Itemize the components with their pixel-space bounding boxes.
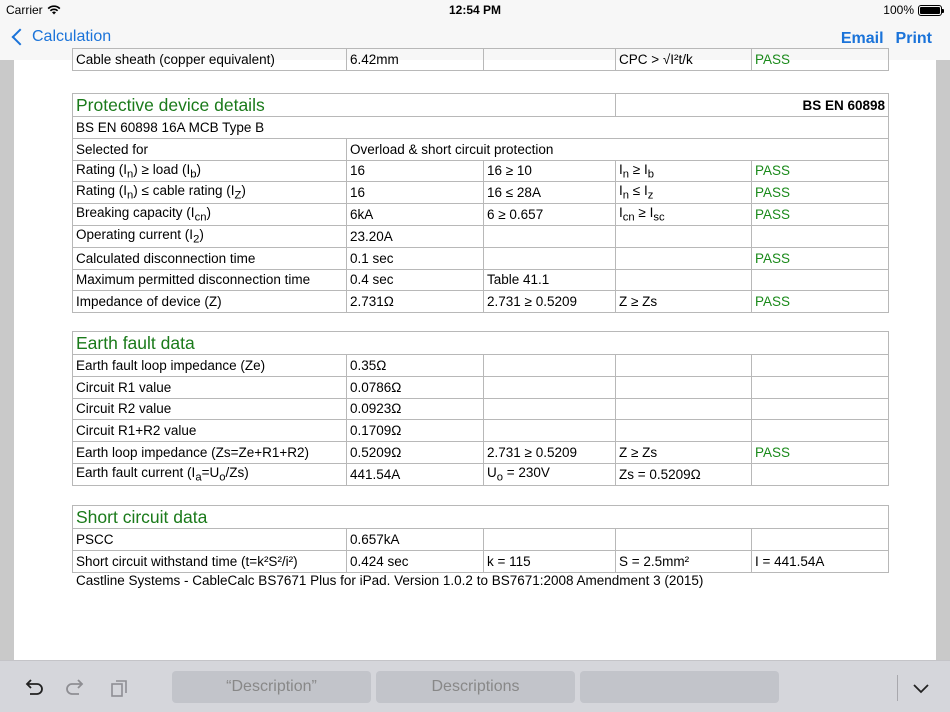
- footer-note: Castline Systems - CableCalc BS7671 Plus for iPad. Version 1.0.2 to BS7671:2008 Amendment 3 (2015): [76, 573, 704, 588]
- row-label: Selected for: [73, 138, 347, 160]
- row-result: PASS: [752, 160, 889, 182]
- row-result: PASS: [752, 442, 889, 464]
- section-title: Protective device details: [73, 94, 616, 117]
- paste-icon[interactable]: [108, 677, 130, 699]
- table-row: [73, 442, 889, 464]
- row-rule: $I_n \le I_z$: [616, 182, 752, 204]
- row-check: 16 ≤ 28A: [484, 182, 616, 204]
- row-value: 0.5209Ω: [347, 442, 484, 464]
- redo-icon[interactable]: [64, 677, 86, 699]
- row-value: 441.54A: [347, 463, 484, 485]
- row-rule: CPC > √I²t/k: [616, 49, 752, 71]
- row-value: 0.4 sec: [347, 269, 484, 291]
- row-label: Circuit R2 value: [73, 398, 347, 420]
- standard-label: BS EN 60898: [616, 94, 889, 117]
- row-label: Circuit R1+R2 value: [73, 420, 347, 442]
- back-label: Calculation: [32, 28, 112, 45]
- section-header: [73, 332, 889, 355]
- table-row: [73, 49, 889, 71]
- row-value: 16: [347, 182, 484, 204]
- row-label: Earth fault loop impedance (Ze): [73, 355, 347, 377]
- row-check: $U_o = 230V$: [484, 463, 616, 485]
- table-row: [73, 117, 889, 139]
- row-check: 6 ≥ 0.657: [484, 204, 616, 226]
- table-row: [73, 225, 889, 247]
- section-header: [73, 506, 889, 529]
- row-label: Cable sheath (copper equivalent): [73, 49, 347, 71]
- table-row: [73, 138, 889, 160]
- print-button[interactable]: Print: [895, 30, 932, 47]
- battery-icon: [918, 5, 942, 16]
- device-name: BS EN 60898 16A MCB Type B: [73, 117, 889, 139]
- row-i: I = 441.54A: [752, 550, 889, 572]
- row-check: 16 ≥ 10: [484, 160, 616, 182]
- row-label: Maximum permitted disconnection time: [73, 269, 347, 291]
- row-value: 6kA: [347, 204, 484, 226]
- suggestion-3[interactable]: [580, 671, 779, 703]
- document-viewer[interactable]: [0, 51, 950, 660]
- row-value: 0.0923Ω: [347, 398, 484, 420]
- back-button[interactable]: [10, 28, 111, 46]
- row-check: Table 41.1: [484, 269, 616, 291]
- section-title: Short circuit data: [73, 506, 889, 529]
- row-result: PASS: [752, 204, 889, 226]
- table-row: [73, 160, 889, 182]
- earth-fault-table: [72, 331, 889, 486]
- table-row: [73, 420, 889, 442]
- row-rule: Zs = 0.5209Ω: [616, 463, 752, 485]
- row-result: PASS: [752, 49, 889, 71]
- table-row: [73, 291, 889, 313]
- row-label: Operating current $(I_2)$: [73, 225, 347, 247]
- row-label: Short circuit withstand time (t=k²S²/i²): [73, 550, 347, 572]
- protective-device-table: [72, 93, 889, 313]
- table-row: [73, 398, 889, 420]
- carrier-label: Carrier: [6, 3, 43, 17]
- table-row: [73, 204, 889, 226]
- row-rule: $I_{cn} \ge I_{sc}$: [616, 204, 752, 226]
- row-value: Overload & short circuit protection: [347, 138, 889, 160]
- toolbar-divider: [897, 675, 898, 701]
- row-label: Circuit R1 value: [73, 376, 347, 398]
- undo-icon[interactable]: [23, 677, 45, 699]
- row-rule: $I_n \ge I_b$: [616, 160, 752, 182]
- table-row: [73, 182, 889, 204]
- short-circuit-table: [72, 505, 889, 573]
- row-value: 2.731Ω: [347, 291, 484, 313]
- table-row: [73, 376, 889, 398]
- row-value: 0.1 sec: [347, 247, 484, 269]
- suggestion-2[interactable]: Descriptions: [376, 671, 575, 703]
- row-value: 23.20A: [347, 225, 484, 247]
- email-button[interactable]: Email: [840, 30, 884, 47]
- document-page: [14, 51, 936, 660]
- row-value: 16: [347, 160, 484, 182]
- cable-table-tail: [72, 48, 889, 71]
- row-label: Breaking capacity $(I_{cn})$: [73, 204, 347, 226]
- nav-actions: [841, 30, 932, 48]
- battery: [883, 3, 942, 17]
- table-row: [73, 529, 889, 551]
- row-value: 0.424 sec: [347, 550, 484, 572]
- row-value: 0.1709Ω: [347, 420, 484, 442]
- status-time: 12:54 PM: [448, 3, 502, 17]
- row-label: Rating $(I_n)$ ≥ load $(I_b)$: [73, 160, 347, 182]
- chevron-down-icon[interactable]: [910, 677, 932, 699]
- chevron-left-icon: [12, 29, 29, 46]
- row-result: PASS: [752, 247, 889, 269]
- row-label: Impedance of device (Z): [73, 291, 347, 313]
- row-label: Calculated disconnection time: [73, 247, 347, 269]
- row-result: PASS: [752, 291, 889, 313]
- table-row: [73, 463, 889, 485]
- row-label: Earth loop impedance (Zs=Ze+R1+R2): [73, 442, 347, 464]
- row-rule: Z ≥ Zs: [616, 291, 752, 313]
- row-check: 2.731 ≥ 0.5209: [484, 291, 616, 313]
- row-k: k = 115: [484, 550, 616, 572]
- section-header: [73, 94, 889, 117]
- row-value: 0.657kA: [347, 529, 484, 551]
- row-rule: Z ≥ Zs: [616, 442, 752, 464]
- section-title: Earth fault data: [73, 332, 889, 355]
- row-value: 0.0786Ω: [347, 376, 484, 398]
- row-s: S = 2.5mm²: [616, 550, 752, 572]
- table-row: [73, 247, 889, 269]
- row-label: Earth fault current $(I_a=U_o/Zs)$: [73, 463, 347, 485]
- row-result: PASS: [752, 182, 889, 204]
- row-value: 6.42mm: [347, 49, 484, 71]
- shortcut-toolbar: [0, 660, 950, 712]
- battery-percent: 100%: [883, 3, 914, 17]
- row-value: 0.35Ω: [347, 355, 484, 377]
- status-bar: [0, 0, 950, 20]
- table-row: [73, 355, 889, 377]
- row-check: 2.731 ≥ 0.5209: [484, 442, 616, 464]
- table-row: [73, 550, 889, 572]
- table-row: [73, 269, 889, 291]
- row-label: PSCC: [73, 529, 347, 551]
- suggestion-1[interactable]: “Description”: [172, 671, 371, 703]
- row-label: Rating $(I_n)$ ≤ cable rating $(I_Z)$: [73, 182, 347, 204]
